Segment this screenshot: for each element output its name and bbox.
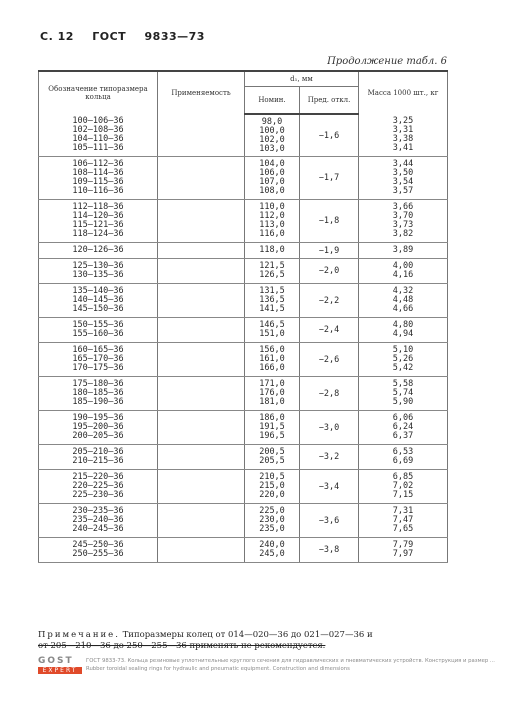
mass-value: 3,73 xyxy=(392,220,414,230)
application-cell xyxy=(158,470,245,504)
mass-cell xyxy=(359,259,448,284)
tolerance-cell xyxy=(300,157,359,200)
ring-designation: 120—126—36 xyxy=(72,245,124,255)
nominal-value: 121,5 xyxy=(259,261,285,271)
designation-cell xyxy=(39,470,158,504)
table-note xyxy=(38,630,452,652)
designation-cell xyxy=(39,259,158,284)
nominal-value: 98,0 xyxy=(261,116,283,127)
designation-cell xyxy=(39,243,158,259)
ring-designation: 195—200—36 xyxy=(72,422,124,432)
gost-expert-logo xyxy=(38,657,82,675)
nominal-value: 116,0 xyxy=(259,229,285,239)
ring-designation: 118—124—36 xyxy=(72,229,124,239)
mass-value: 6,53 xyxy=(392,447,414,457)
mass-value: 7,15 xyxy=(392,490,414,500)
mass-value: 3,57 xyxy=(392,186,414,196)
mass-value: 3,66 xyxy=(392,202,414,212)
ring-designation: 245—250—36 xyxy=(72,540,124,550)
application-cell xyxy=(158,259,245,284)
tolerance-cell xyxy=(300,377,359,411)
ring-designation: 145—150—36 xyxy=(72,304,124,314)
tolerance-cell xyxy=(300,470,359,504)
table-row xyxy=(39,318,448,343)
mass-cell xyxy=(359,538,448,563)
ring-designation: 135—140—36 xyxy=(72,286,124,296)
tolerance-cell xyxy=(300,284,359,318)
application-cell xyxy=(158,157,245,200)
col-d-group: d₁, мм xyxy=(245,71,359,87)
nominal-cell xyxy=(245,377,300,411)
nominal-value: 171,0 xyxy=(259,379,285,389)
ring-designation: 250—255—36 xyxy=(72,549,124,559)
nominal-cell xyxy=(245,470,300,504)
mass-value: 5,26 xyxy=(392,354,414,364)
note-text-2: от 205—210—36 до 250—255—36 применять не рекомендуется. xyxy=(38,641,326,651)
rings-table xyxy=(38,70,448,563)
designation-cell xyxy=(39,504,158,538)
nominal-value: 113,0 xyxy=(259,220,285,230)
page-number: С. 12 xyxy=(40,30,74,43)
ring-designation: 108—114—36 xyxy=(72,168,124,178)
tolerance-value: −2,6 xyxy=(318,354,340,365)
ring-designation: 200—205—36 xyxy=(72,431,124,441)
mass-cell xyxy=(359,243,448,259)
col-tolerance: Пред. откл. xyxy=(300,87,359,115)
table-continuation-label: Продолжение табл. 6 xyxy=(327,56,447,67)
application-cell xyxy=(158,445,245,470)
tolerance-cell xyxy=(300,243,359,259)
nominal-value: 181,0 xyxy=(259,397,285,407)
table-row xyxy=(39,259,448,284)
ring-designation: 160—165—36 xyxy=(72,345,124,355)
table-row xyxy=(39,200,448,243)
nominal-value: 107,0 xyxy=(259,177,285,187)
table-row xyxy=(39,538,448,563)
col-application: Применяемость xyxy=(158,71,245,114)
nominal-value: 230,0 xyxy=(259,515,285,525)
mass-cell xyxy=(359,377,448,411)
note-text-1: Типоразмеры колец от 014—020—36 до 021—027—36 и xyxy=(122,630,373,640)
table-row xyxy=(39,504,448,538)
nominal-cell xyxy=(245,318,300,343)
ring-designation: 230—235—36 xyxy=(72,506,124,516)
application-cell xyxy=(158,243,245,259)
ring-designation: 102—108—36 xyxy=(72,125,124,135)
tolerance-cell xyxy=(300,114,359,157)
table-row xyxy=(39,243,448,259)
designation-cell xyxy=(39,200,158,243)
mass-value: 5,42 xyxy=(392,363,414,373)
mass-value: 4,16 xyxy=(392,270,414,280)
mass-value: 4,94 xyxy=(392,329,414,339)
ring-designation: 170—175—36 xyxy=(72,363,124,373)
nominal-cell xyxy=(245,114,300,157)
application-cell xyxy=(158,318,245,343)
ring-designation: 235—240—36 xyxy=(72,515,124,525)
ring-designation: 155—160—36 xyxy=(72,329,124,339)
ring-designation: 205—210—36 xyxy=(72,447,124,457)
ring-designation: 104—110—36 xyxy=(72,134,124,144)
mass-value: 4,80 xyxy=(392,320,414,330)
nominal-value: 136,5 xyxy=(259,295,285,305)
mass-value: 7,79 xyxy=(392,540,414,550)
ring-designation: 110—116—36 xyxy=(72,186,124,196)
ring-designation: 215—220—36 xyxy=(72,472,124,482)
nominal-value: 191,5 xyxy=(259,422,285,432)
mass-value: 3,89 xyxy=(392,245,414,255)
nominal-value: 225,0 xyxy=(259,506,285,516)
nominal-value: 146,5 xyxy=(259,320,285,330)
ring-designation: 175—180—36 xyxy=(72,379,124,389)
table-row xyxy=(39,157,448,200)
mass-value: 7,31 xyxy=(392,506,414,516)
nominal-value: 205,5 xyxy=(259,456,285,466)
nominal-value: 156,0 xyxy=(259,345,285,355)
mass-value: 6,37 xyxy=(392,431,414,441)
mass-value: 5,58 xyxy=(392,379,414,389)
mass-cell xyxy=(359,200,448,243)
mass-value: 5,90 xyxy=(392,397,414,407)
nominal-value: 126,5 xyxy=(259,270,285,280)
col-mass: Масса 1000 шт., кг xyxy=(359,71,448,114)
nominal-value: 104,0 xyxy=(259,159,285,169)
ring-designation: 180—185—36 xyxy=(72,388,124,398)
nominal-value: 100,0 xyxy=(259,125,285,136)
tolerance-value: −3,4 xyxy=(318,481,340,492)
nominal-value: 210,5 xyxy=(259,472,285,482)
nominal-value: 106,0 xyxy=(259,168,285,178)
tolerance-value: −2,2 xyxy=(318,295,340,306)
tolerance-cell xyxy=(300,445,359,470)
table-row xyxy=(39,114,448,157)
mass-value: 3,70 xyxy=(392,211,414,221)
doc-number: 9833—73 xyxy=(144,30,205,43)
nominal-value: 215,0 xyxy=(259,481,285,491)
tolerance-value: −1,9 xyxy=(318,245,340,256)
nominal-value: 200,5 xyxy=(259,447,285,457)
ring-designation: 150—155—36 xyxy=(72,320,124,330)
mass-value: 4,66 xyxy=(392,304,414,314)
footer xyxy=(38,657,498,677)
tolerance-cell xyxy=(300,259,359,284)
ring-designation: 240—245—36 xyxy=(72,524,124,534)
nominal-value: 112,0 xyxy=(259,211,285,221)
nominal-value: 108,0 xyxy=(259,186,285,196)
nominal-value: 141,5 xyxy=(259,304,285,314)
ring-designation: 140—145—36 xyxy=(72,295,124,305)
mass-value: 6,69 xyxy=(392,456,414,466)
ring-designation: 105—111—36 xyxy=(72,143,124,153)
nominal-cell xyxy=(245,411,300,445)
mass-cell xyxy=(359,445,448,470)
page-header xyxy=(40,30,219,43)
designation-cell xyxy=(39,445,158,470)
nominal-value: 102,0 xyxy=(259,134,285,145)
table-row xyxy=(39,411,448,445)
nominal-value: 196,5 xyxy=(259,431,285,441)
nominal-cell xyxy=(245,284,300,318)
ring-designation: 190—195—36 xyxy=(72,413,124,423)
tolerance-value: −1,7 xyxy=(318,173,340,183)
nominal-value: 103,0 xyxy=(259,143,285,154)
nominal-value: 240,0 xyxy=(259,540,285,550)
ring-designation: 225—230—36 xyxy=(72,490,124,500)
table-row xyxy=(39,470,448,504)
col-nominal: Номин. xyxy=(245,87,300,115)
table-row xyxy=(39,284,448,318)
mass-value: 3,50 xyxy=(392,168,414,178)
nominal-cell xyxy=(245,200,300,243)
ring-designation: 106—112—36 xyxy=(72,159,124,169)
nominal-value: 245,0 xyxy=(259,549,285,559)
mass-value: 6,06 xyxy=(392,413,414,423)
nominal-value: 220,0 xyxy=(259,490,285,500)
nominal-value: 151,0 xyxy=(259,329,285,339)
nominal-value: 118,0 xyxy=(259,245,285,255)
table-row xyxy=(39,377,448,411)
nominal-cell xyxy=(245,157,300,200)
tolerance-value: −3,6 xyxy=(318,515,340,526)
tolerance-cell xyxy=(300,504,359,538)
col-designation: Обозначение типоразмера кольца xyxy=(39,71,158,114)
designation-cell xyxy=(39,318,158,343)
designation-cell xyxy=(39,157,158,200)
mass-value: 4,48 xyxy=(392,295,414,305)
nominal-cell xyxy=(245,445,300,470)
table-body xyxy=(39,114,448,563)
logo-bottom-text: EXPERT xyxy=(38,667,82,674)
mass-cell xyxy=(359,470,448,504)
application-cell xyxy=(158,343,245,377)
mass-cell xyxy=(359,157,448,200)
nominal-cell xyxy=(245,538,300,563)
mass-cell xyxy=(359,411,448,445)
mass-value: 5,74 xyxy=(392,388,414,398)
designation-cell xyxy=(39,377,158,411)
ring-designation: 114—120—36 xyxy=(72,211,124,221)
nominal-cell xyxy=(245,243,300,259)
ring-designation: 115—121—36 xyxy=(72,220,124,230)
mass-value: 3,54 xyxy=(392,177,414,187)
footer-line-2: Rubber toroidal sealing rings for hydraulic and pneumatic equipment. Construction and dimensions xyxy=(86,666,350,672)
application-cell xyxy=(158,538,245,563)
table-row xyxy=(39,343,448,377)
tolerance-value: −1,6 xyxy=(318,130,340,141)
tolerance-cell xyxy=(300,200,359,243)
designation-cell xyxy=(39,538,158,563)
tolerance-value: −3,8 xyxy=(318,545,340,555)
tolerance-value: −2,8 xyxy=(318,388,340,399)
tolerance-value: −2,0 xyxy=(318,266,340,276)
nominal-value: 110,0 xyxy=(259,202,285,212)
tolerance-value: −3,0 xyxy=(318,422,340,433)
nominal-cell xyxy=(245,259,300,284)
tolerance-value: −1,8 xyxy=(318,216,340,226)
tolerance-cell xyxy=(300,343,359,377)
nominal-value: 131,5 xyxy=(259,286,285,296)
mass-value: 7,97 xyxy=(392,549,414,559)
nominal-value: 161,0 xyxy=(259,354,285,364)
mass-value: 5,10 xyxy=(392,345,414,355)
nominal-cell xyxy=(245,504,300,538)
mass-value: 4,00 xyxy=(392,261,414,271)
ring-designation: 100—106—36 xyxy=(72,116,124,126)
application-cell xyxy=(158,411,245,445)
mass-value: 3,82 xyxy=(392,229,414,239)
tolerance-value: −3,2 xyxy=(318,452,340,462)
application-cell xyxy=(158,504,245,538)
mass-cell xyxy=(359,318,448,343)
mass-cell xyxy=(359,114,448,157)
ring-designation: 112—118—36 xyxy=(72,202,124,212)
logo-top-text: GOST xyxy=(38,656,74,666)
application-cell xyxy=(158,377,245,411)
mass-value: 7,65 xyxy=(392,524,414,534)
mass-value: 7,02 xyxy=(392,481,414,491)
mass-value: 3,31 xyxy=(392,125,414,135)
nominal-value: 176,0 xyxy=(259,388,285,398)
application-cell xyxy=(158,284,245,318)
tolerance-cell xyxy=(300,318,359,343)
mass-value: 3,44 xyxy=(392,159,414,169)
footer-caption xyxy=(86,657,495,673)
application-cell xyxy=(158,200,245,243)
ring-designation: 185—190—36 xyxy=(72,397,124,407)
designation-cell xyxy=(39,411,158,445)
mass-value: 6,24 xyxy=(392,422,414,432)
footer-line-1: ГОСТ 9833-73. Кольца резиновые уплотнительные круглого сечения для гидравлических и пневматических устройств. Конструкция и размер ... xyxy=(86,658,495,664)
nominal-value: 186,0 xyxy=(259,413,285,423)
ring-designation: 210—215—36 xyxy=(72,456,124,466)
ring-designation: 130—135—36 xyxy=(72,270,124,280)
mass-value: 6,85 xyxy=(392,472,414,482)
table-row xyxy=(39,445,448,470)
mass-value: 4,32 xyxy=(392,286,414,296)
ring-designation: 125—130—36 xyxy=(72,261,124,271)
doc-type: ГОСТ xyxy=(92,30,127,43)
tolerance-cell xyxy=(300,411,359,445)
designation-cell xyxy=(39,343,158,377)
nominal-value: 166,0 xyxy=(259,363,285,373)
mass-value: 7,47 xyxy=(392,515,414,525)
application-cell xyxy=(158,114,245,157)
mass-value: 3,41 xyxy=(392,143,414,153)
mass-cell xyxy=(359,504,448,538)
designation-cell xyxy=(39,284,158,318)
ring-designation: 220—225—36 xyxy=(72,481,124,491)
mass-cell xyxy=(359,343,448,377)
mass-cell xyxy=(359,284,448,318)
mass-value: 3,38 xyxy=(392,134,414,144)
mass-value: 3,25 xyxy=(392,116,414,126)
note-label: Примечание. xyxy=(38,630,120,640)
designation-cell xyxy=(39,114,158,157)
tolerance-value: −2,4 xyxy=(318,325,340,335)
ring-designation: 165—170—36 xyxy=(72,354,124,364)
nominal-cell xyxy=(245,343,300,377)
ring-designation: 109—115—36 xyxy=(72,177,124,187)
tolerance-cell xyxy=(300,538,359,563)
nominal-value: 235,0 xyxy=(259,524,285,534)
